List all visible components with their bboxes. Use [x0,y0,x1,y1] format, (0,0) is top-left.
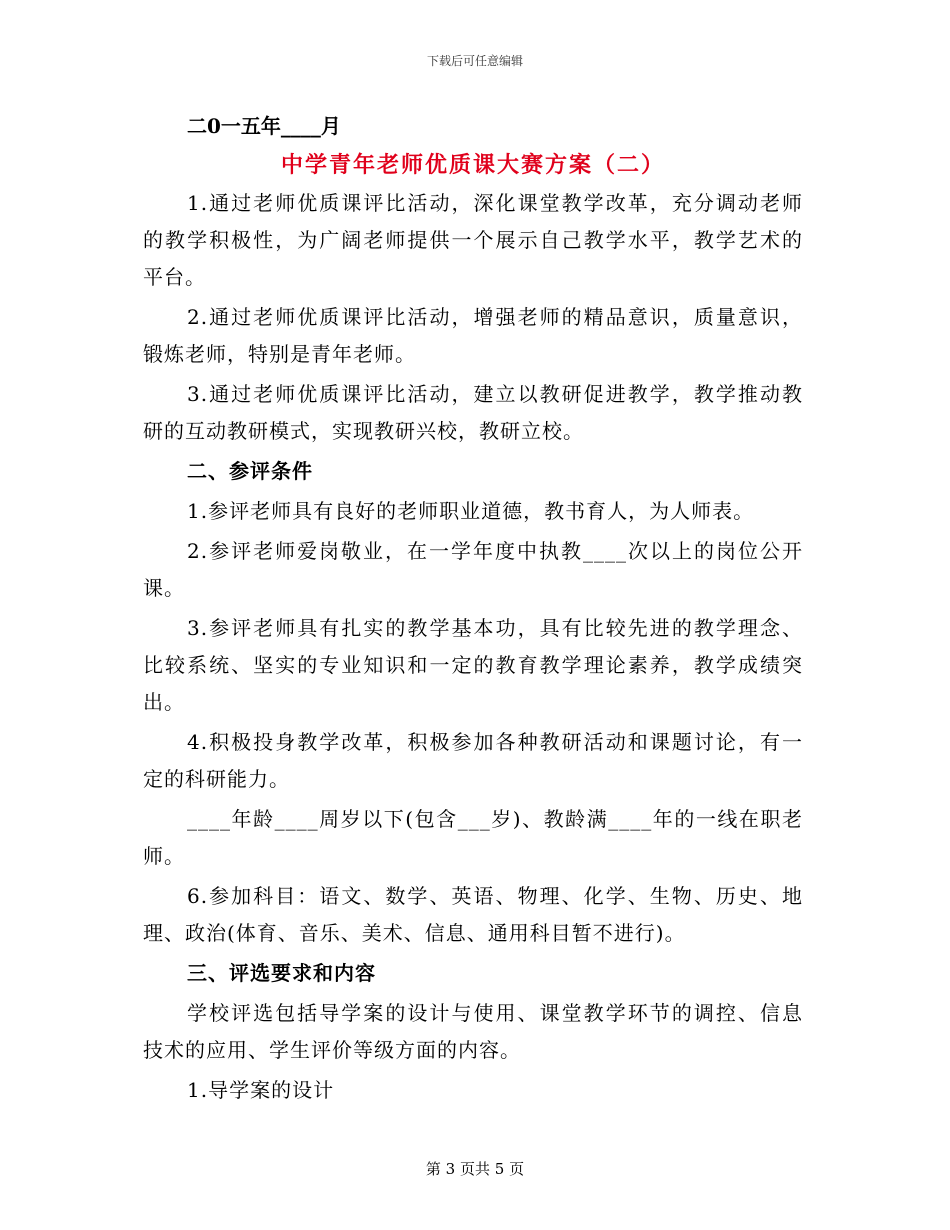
paragraph-line: 定的科研能力。 [143,767,290,791]
paragraph-line: 2.通过老师优质课评比活动，增强老师的精品意识，质量意识， [187,305,803,329]
paragraph [143,724,803,798]
paragraph-line: 平台。 [143,265,206,289]
paragraph-line: 4.积极投身教学改革，积极参加各种教研活动和课题讨论，有一 [187,730,803,754]
paragraph-list [143,185,803,1109]
paragraph-line: 出。 [143,690,185,714]
paragraph-line: ____年龄____周岁以下(包含___岁)、教龄满____年的一线在职老 [187,807,803,831]
page-header: 下载后可任意编辑 [426,54,523,68]
paragraph-line: 锻炼老师，特别是青年老师。 [143,342,416,366]
paragraph-line: 师。 [143,844,185,868]
paragraph [143,299,803,373]
paragraph [143,533,803,607]
date-line: 二0一五年____月 [187,114,341,138]
paragraph-line: 二、参评条件 [187,459,313,483]
paragraph [143,801,803,875]
paragraph-line: 1.通过老师优质课评比活动，深化课堂教学改革，充分调动老师 [187,191,803,215]
paragraph-line: 1.参评老师具有良好的老师职业道德，教书育人，为人师表。 [187,499,755,523]
paragraph-line: 比较系统、坚实的专业知识和一定的教育教学理论素养，教学成绩突 [143,653,803,677]
paragraph-line: 6.参加科目：语文、数学、英语、物理、化学、生物、历史、地 [187,884,803,908]
paragraph [143,610,803,721]
paragraph-line: 研的互动教研模式，实现教研兴校，教研立校。 [143,419,584,443]
paragraph [143,1072,803,1109]
paragraph-line: 课。 [143,576,185,600]
paragraph-line: 1.导学案的设计 [187,1078,335,1102]
section-heading [143,955,803,992]
paragraph [143,995,803,1069]
document-body [143,108,803,1112]
paragraph-line: 三、评选要求和内容 [187,961,376,985]
page-footer: 第 3 页共 5 页 [425,1160,525,1178]
document-title: 中学青年老师优质课大赛方案（二） [280,152,665,178]
paragraph [143,493,803,530]
paragraph [143,878,803,952]
paragraph-line: 的教学积极性，为广阔老师提供一个展示自己教学水平，教学艺术的 [143,228,803,252]
paragraph-line: 学校评选包括导学案的设计与使用、课堂教学环节的调控、信息 [187,1001,803,1025]
paragraph-line: 2.参评老师爱岗敬业，在一学年度中执教____次以上的岗位公开 [187,539,803,563]
paragraph [143,376,803,450]
section-heading [143,453,803,490]
paragraph [143,185,803,296]
paragraph-line: 技术的应用、学生评价等级方面的内容。 [143,1038,521,1062]
paragraph-line: 3.参评老师具有扎实的教学基本功，具有比较先进的教学理念、 [187,616,803,640]
paragraph-line: 理、政治(体育、音乐、美术、信息、通用科目暂不进行)。 [143,921,686,945]
paragraph-line: 3.通过老师优质课评比活动，建立以教研促进教学，教学推动教 [187,382,803,406]
